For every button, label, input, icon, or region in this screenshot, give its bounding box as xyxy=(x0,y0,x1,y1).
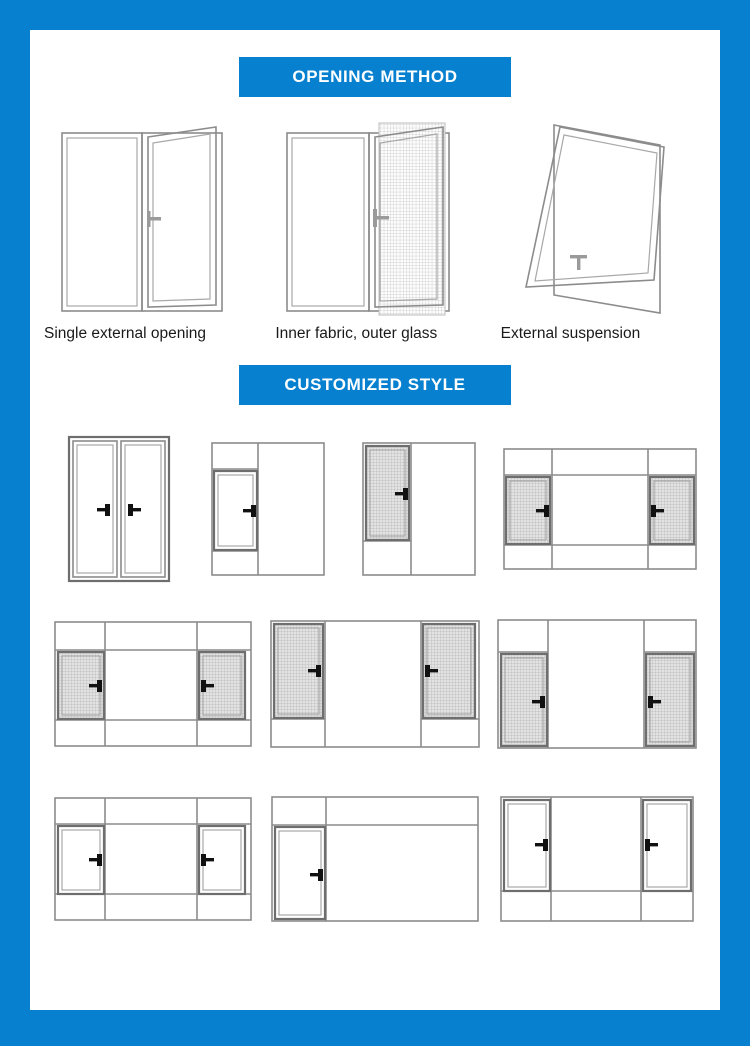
customized-style-banner: CUSTOMIZED STYLE xyxy=(239,365,511,405)
style-item-twin-mesh-transom-apron xyxy=(44,604,261,764)
opening-method-banner: OPENING METHOD xyxy=(239,57,511,97)
window-handle-icon xyxy=(570,255,587,270)
opening-method-diagrams xyxy=(30,115,720,343)
window-handle-icon xyxy=(535,839,548,851)
customized-style-grid xyxy=(30,421,720,946)
window-handle-icon xyxy=(201,854,214,866)
opening-method-caption-2: Inner fabric, outer glass xyxy=(275,325,438,342)
window-handle-icon xyxy=(243,505,256,517)
style-item-twin-clear-transom-apron xyxy=(44,779,261,939)
style-item-left-mesh-sash xyxy=(343,429,495,589)
opening-method-caption-1: Single external opening xyxy=(44,325,207,342)
casement-window-icon xyxy=(48,115,248,315)
mesh-window-icon xyxy=(275,115,475,315)
customized-style-row-1 xyxy=(44,421,706,596)
style-item-twin-mesh-wide-center xyxy=(495,429,706,589)
style-item-twin-tall-mesh-transom xyxy=(489,604,706,764)
window-handle-icon xyxy=(89,854,102,866)
opening-method-item-1 xyxy=(34,115,261,343)
window-handle-icon xyxy=(97,504,110,516)
window-handle-icon xyxy=(310,869,323,881)
style-item-twin-clear-apron xyxy=(489,779,706,939)
page-frame xyxy=(30,30,720,1010)
window-handle-icon xyxy=(645,839,658,851)
opening-method-caption-3: External suspension xyxy=(500,325,641,342)
awning-window-icon xyxy=(502,115,702,315)
opening-method-item-2 xyxy=(261,115,488,343)
customized-style-row-2 xyxy=(44,596,706,771)
opening-method-banner-row xyxy=(30,57,720,97)
customized-style-row-3 xyxy=(44,771,706,946)
customized-style-banner-row xyxy=(30,365,720,405)
window-handle-icon xyxy=(147,211,161,227)
opening-method-item-3 xyxy=(489,115,716,343)
style-item-left-sash-transom-apron xyxy=(194,429,344,589)
style-item-left-clear-sash-transom xyxy=(261,779,488,939)
style-item-double-leaf-door xyxy=(44,429,194,589)
window-handle-icon xyxy=(128,504,141,516)
style-item-twin-full-height-mesh xyxy=(261,604,488,764)
